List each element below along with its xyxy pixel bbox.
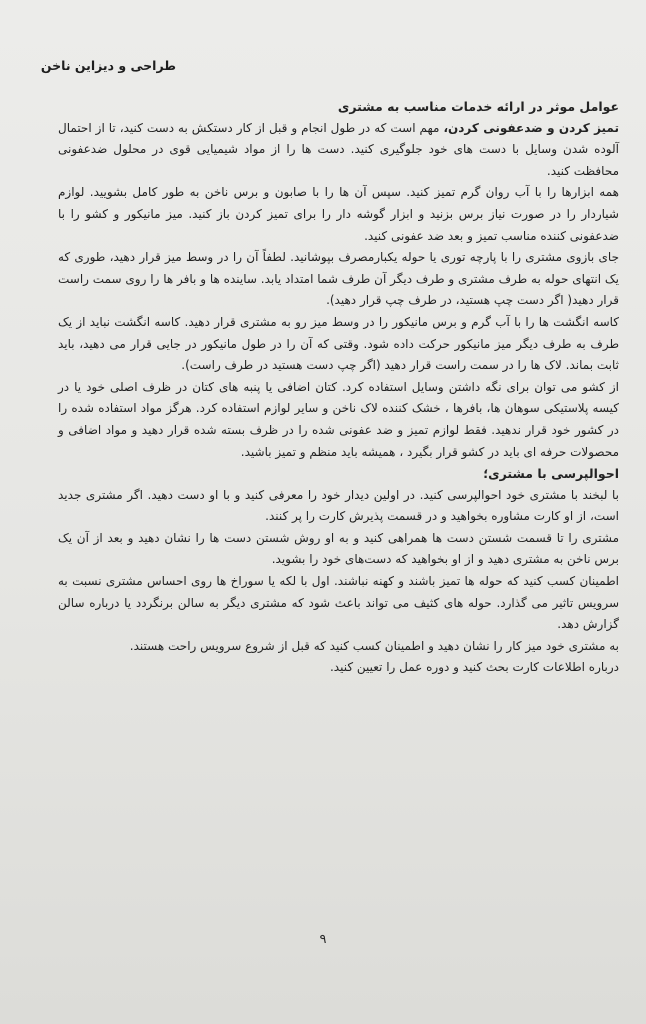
paragraph-lead-cleaning: تمیز کردن و ضدعفونی کردن، — [443, 120, 619, 135]
paragraph-greeting: با لبخند با مشتری خود احوالپرسی کنید. در اولین دیدار خود را معرفی کنید و با او دست دهید. اگر مشتری جدید است، از او کارت مشاوره بخواهید و در قسمت پذیرش کارت را پر کنند. — [58, 487, 619, 524]
paragraph-finger-bowl: کاسه انگشت ها را با آب گرم و برس مانیکور را در وسط میز رو به مشتری قرار دهید. کاسه انگشت نباید از یک طرف به طرف دیگر میز مانیکور حرکت داده شود. وقتی که آن را در طول مانیکور در جایی قرار می دهید، باید ثابت بماند. لاک ها را در سمت راست قرار دهید (اگر چپ دست هستید در طرف راست). — [58, 314, 619, 373]
paragraph-drawer: از کشو می توان برای نگه داشتن وسایل استفاده کرد. کتان اضافی یا پنبه های کتان در ظرف اصلی خود یا در کیسه پلاستیکی سوهان ها، بافرها ، خشک کننده لاک ناخن و سایر لوازم استفاده کرد. هرگز مواد استفاده شده را در کشور خود قرار ندهید. فقط لوازم تمیز و ضد عفونی شده را در ظرف بسته شده قرار دهید و مواد اضافی و محصولات حرفه ای باید در کشو قرار بگیرد ، همیشه باید منظم و تمیز باشید. — [58, 379, 619, 459]
paragraph-cleaning-text: مهم است که در طول انجام و قبل از کار دستکش به دست کنید، تا از احتمال آلوده شدن وسایل با دست های خود جلوگیری کنید. دست ها را از مواد شیمیایی قوی در محلول ضدعفونی محافظت کنید. — [58, 120, 619, 178]
body-text — [58, 96, 619, 679]
running-header: طراحی و دیزاین ناخن — [40, 58, 176, 73]
page-number: ۹ — [319, 932, 327, 947]
paragraph-tools: همه ابزارها را با آب روان گرم تمیز کنید. سپس آن ها را با صابون و برس ناخن به طور کامل بشویید. لوازم شیاردار را در صورت نیاز برس بزنید و ابزار گوشه دار را برای تمیز کردن باز کنید. میز مانیکور و کشو را با ضدعفونی کننده مناسب تمیز و بعد ضد عفونی کنید. — [58, 185, 619, 243]
section-heading-greeting: احوالپرسی با مشتری؛ — [483, 466, 619, 482]
paragraph-cleaning — [58, 118, 619, 183]
section-heading-customer-service: عوامل موثر در ارائه خدمات مناسب به مشتری — [337, 99, 619, 114]
paragraph-card-info: درباره اطلاعات کارت بحث کنید و دوره عمل را تعیین کنید. — [329, 660, 619, 675]
paragraph-work-table: به مشتری خود میز کار را نشان دهید و اطمینان کسب کنید که قبل از شروع سرویس راحت هستند. — [129, 638, 619, 653]
paragraph-arm-rest: جای بازوی مشتری را با پارچه توری یا حوله یکبارمصرف بپوشانید. لطفاً آن را در وسط میز قرار دهید، طوری که یک انتهای حوله به طرف مشتری و طرف دیگر آن طرف شما امتداد یابد. ساینده ها و بافر ها را روی سمت راست قرار دهید( اگر دست چپ هستید، در طرف چپ قرار دهید). — [58, 250, 619, 308]
paragraph-towels: اطمینان کسب کنید که حوله ها تمیز باشند و کهنه نباشند. اول با لکه یا سوراخ ها روی احساس مشتری نسبت به سرویس تاثیر می گذارد. حوله های کثیف می تواند باعث شود که مشتری دیگر به سالن برنگردد یا درباره سالن گزارش دهد. — [58, 574, 619, 632]
paragraph-hand-washing: مشتری را تا قسمت شستن دست ها همراهی کنید و به او روش شستن دست ها را نشان دهید و بعد از آن یک برس ناخن به مشتری دهید و از او بخواهید که دست‌های خود را بشوید. — [58, 530, 619, 567]
